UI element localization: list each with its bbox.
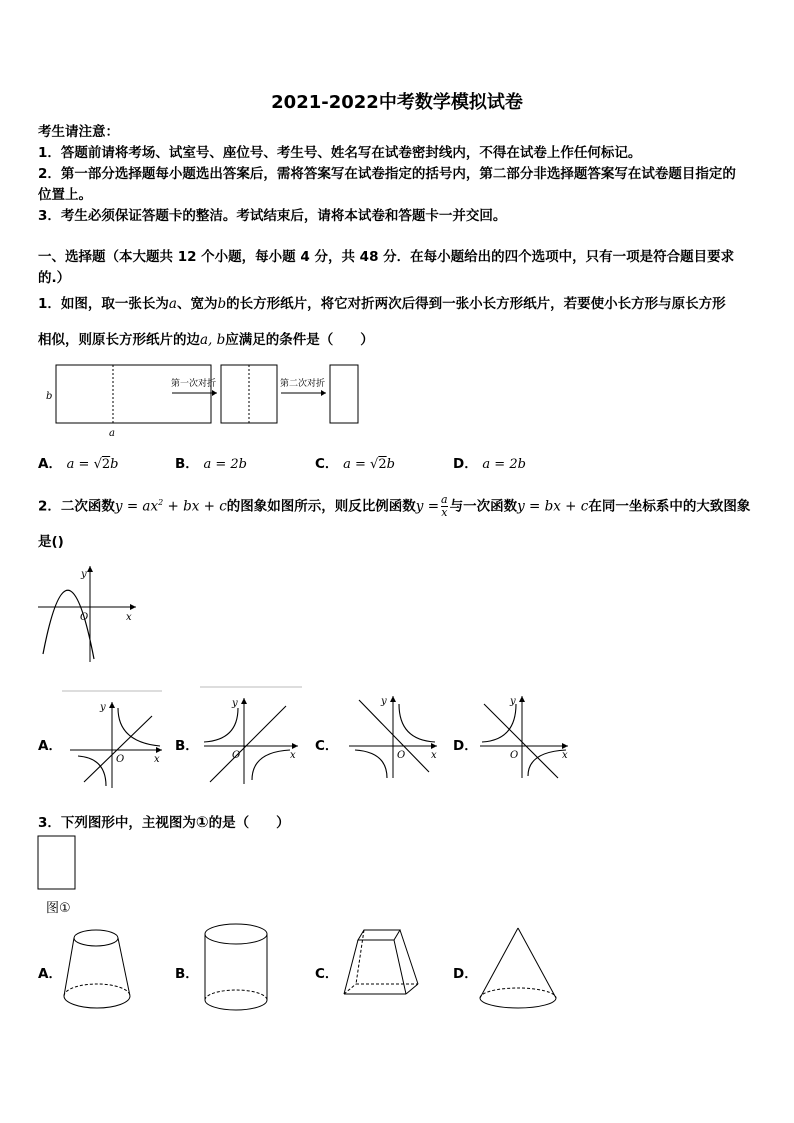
svg-text:y: y: [81, 569, 87, 580]
q2-option-d-label[interactable]: D．: [453, 738, 478, 754]
q3-option-b-cylinder[interactable]: [200, 920, 274, 1016]
original-rectangle: [56, 365, 211, 423]
figure-1-caption: 图①: [46, 901, 71, 916]
q3-option-a-frustum[interactable]: [60, 926, 136, 1012]
notice-heading: 考生请注意：: [38, 124, 119, 140]
q2-parabola-graph: [38, 562, 143, 664]
svg-text:y: y: [100, 702, 106, 713]
q2-option-c-label[interactable]: C．: [315, 738, 339, 754]
svg-text:x: x: [562, 750, 568, 761]
svg-text:y: y: [510, 696, 516, 707]
q1-option-b[interactable]: B． a = 2b: [175, 456, 248, 472]
q2-option-b-label[interactable]: B．: [175, 738, 199, 754]
notice-item: 3．考生必须保证答题卡的整洁。考试结束后，请将本试卷和答题卡一并交回。: [38, 208, 507, 224]
q2-option-c-graph[interactable]: [345, 690, 445, 782]
q1-option-c[interactable]: C． a = √2b: [315, 456, 395, 472]
label-b: b: [46, 391, 53, 402]
q3-option-a-label[interactable]: A．: [38, 966, 62, 982]
q3-option-d-cone[interactable]: [476, 924, 562, 1012]
question-3-stem: 3．下列图形中，主视图为①的是（ ）: [38, 813, 290, 831]
question-2-stem: 2．二次函数$y = ax^2$ + bx + c的图象如图所示，则反比例函数y = $\frac{a}{x}$ 与一次函数y = bx + c在同一坐标系中的大致图象: [38, 493, 751, 519]
fold2-label: 第二次对折: [280, 379, 326, 389]
page-title: 2021-2022中考数学模拟试卷: [271, 92, 523, 113]
q2-option-a-graph[interactable]: [62, 690, 172, 790]
svg-text:x: x: [126, 612, 132, 623]
label-a: a: [109, 428, 115, 439]
notice-item: 位置上。: [38, 187, 92, 203]
question-1-stem-cont: 相似，则原长方形纸片的边a, b应满足的条件是（ ）: [38, 332, 374, 348]
q3-option-d-label[interactable]: D．: [453, 966, 478, 982]
svg-text:x: x: [431, 750, 437, 761]
svg-text:y: y: [232, 698, 238, 709]
section-heading: 一、选择题（本大题共 12 个小题，每小题 4 分，共 48 分．在每小题给出的四个选项中，只有一项是符合题目要求: [38, 249, 735, 265]
svg-text:O: O: [510, 750, 519, 761]
svg-text:O: O: [397, 750, 406, 761]
question-2-stem-cont: 是(): [38, 534, 64, 550]
q2-option-d-graph[interactable]: [476, 690, 576, 782]
q1-option-a[interactable]: A． a = √2b: [38, 456, 119, 472]
q3-option-c-frustum-prism[interactable]: [338, 926, 424, 1006]
q2-option-a-label[interactable]: A．: [38, 738, 62, 754]
q1-option-d[interactable]: D． a = 2b: [453, 456, 526, 472]
arrow-icon: [321, 390, 326, 396]
svg-text:O: O: [116, 754, 125, 765]
q3-option-c-label[interactable]: C．: [315, 966, 339, 982]
q1-paper-folding-figure: [40, 360, 370, 440]
notice-item: 2．第一部分选择题每小题选出答案后，需将答案写在试卷指定的括号内，第二部分非选择题答案写在试卷题目指定的: [38, 166, 736, 182]
svg-text:x: x: [154, 754, 160, 765]
svg-text:y: y: [381, 696, 387, 707]
svg-text:O: O: [80, 612, 89, 623]
question-1-stem: 1．如图，取一张长为a、宽为b的长方形纸片，将它对折两次后得到一张小长方形纸片，若要使小长方形与原长方形: [38, 296, 726, 312]
arrow-icon: [212, 390, 217, 396]
figure-1-rectangle: [37, 835, 79, 893]
svg-text:O: O: [232, 750, 241, 761]
fold1-label: 第一次对折: [171, 379, 217, 389]
notice-item: 1．答题前请将考场、试室号、座位号、考生号、姓名写在试卷密封线内，不得在试卷上作任何标记。: [38, 145, 642, 161]
parabola-curve: [43, 590, 94, 659]
q2-option-b-graph[interactable]: [198, 686, 308, 786]
section-heading-cont: 的.）: [38, 270, 71, 286]
svg-text:x: x: [290, 750, 296, 761]
q3-option-b-label[interactable]: B．: [175, 966, 199, 982]
small-rectangle: [330, 365, 358, 423]
